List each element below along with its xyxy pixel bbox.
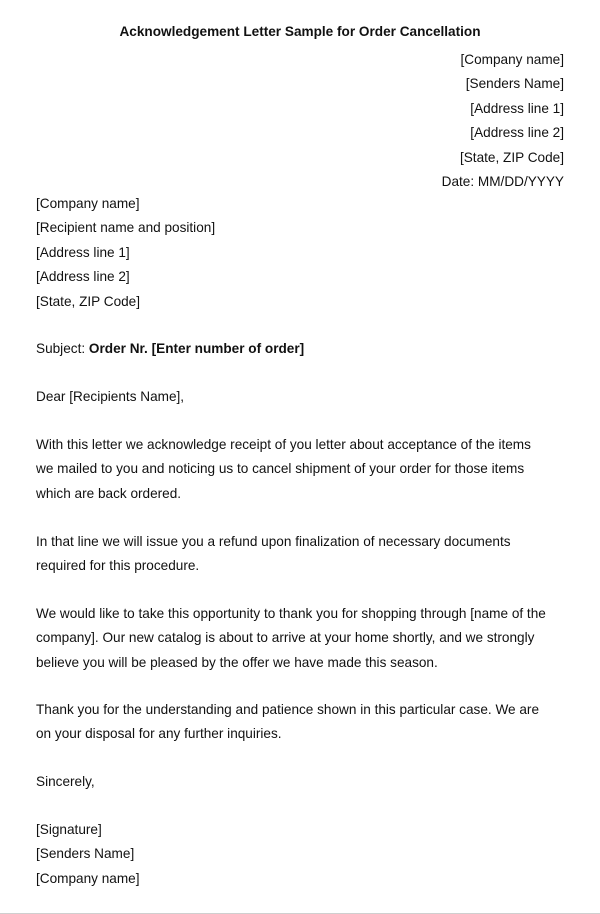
paragraph-line: required for this procedure. <box>36 558 200 574</box>
letter-title: Acknowledgement Letter Sample for Order Cancellation <box>119 24 481 39</box>
body-paragraph-4 <box>36 698 571 747</box>
paragraph-line: on your disposal for any further inquiries. <box>36 726 282 742</box>
paragraph-line: company]. Our new catalog is about to arrive at your home shortly, and we strongly <box>36 630 535 646</box>
paragraph-line: In that line we will issue you a refund upon finalization of necessary documents <box>36 534 511 549</box>
signature-company: [Company name] <box>36 870 140 886</box>
recipient-state-zip: [State, ZIP Code] <box>36 293 141 309</box>
sender-address-block <box>442 48 564 194</box>
closing: Sincerely, <box>36 774 95 789</box>
signature-placeholder: [Signature] <box>36 822 102 837</box>
paragraph-line: With this letter we acknowledge receipt of you letter about acceptance of the items <box>36 437 531 452</box>
subject-line <box>36 337 571 361</box>
recipient-address-line-1: [Address line 1] <box>36 244 130 260</box>
letter-date: Date: MM/DD/YYYY <box>441 174 564 190</box>
paragraph-line: believe you will be pleased by the offer we have made this season. <box>36 654 438 670</box>
body-paragraph-2 <box>36 530 571 579</box>
signature-sender-name: [Senders Name] <box>36 846 135 862</box>
paragraph-line: we mailed to you and noticing us to cancel shipment of your order for those items <box>36 461 525 477</box>
paragraph-line: which are back ordered. <box>36 485 182 501</box>
greeting: Dear [Recipients Name], <box>36 389 185 404</box>
recipient-company: [Company name] <box>36 196 140 211</box>
recipient-name-position: [Recipient name and position] <box>36 220 216 236</box>
sender-address-line-2: [Address line 2] <box>470 125 564 141</box>
signature-block <box>36 818 571 891</box>
body-paragraph-1 <box>36 433 571 506</box>
paragraph-line: We would like to take this opportunity to thank you for shopping through [name of the <box>36 606 546 621</box>
sender-name: [Senders Name] <box>465 76 564 92</box>
sender-company: [Company name] <box>460 52 564 67</box>
subject-value: Order Nr. [Enter number of order] <box>88 341 305 356</box>
body-paragraph-3 <box>36 602 571 675</box>
sender-state-zip: [State, ZIP Code] <box>459 149 564 165</box>
recipient-address-line-2: [Address line 2] <box>36 269 130 285</box>
recipient-address-block <box>36 192 215 314</box>
paragraph-line: Thank you for the understanding and patience shown in this particular case. We are <box>36 702 540 717</box>
sender-address-line-1: [Address line 1] <box>470 100 564 116</box>
subject-label: Subject: <box>36 341 89 356</box>
